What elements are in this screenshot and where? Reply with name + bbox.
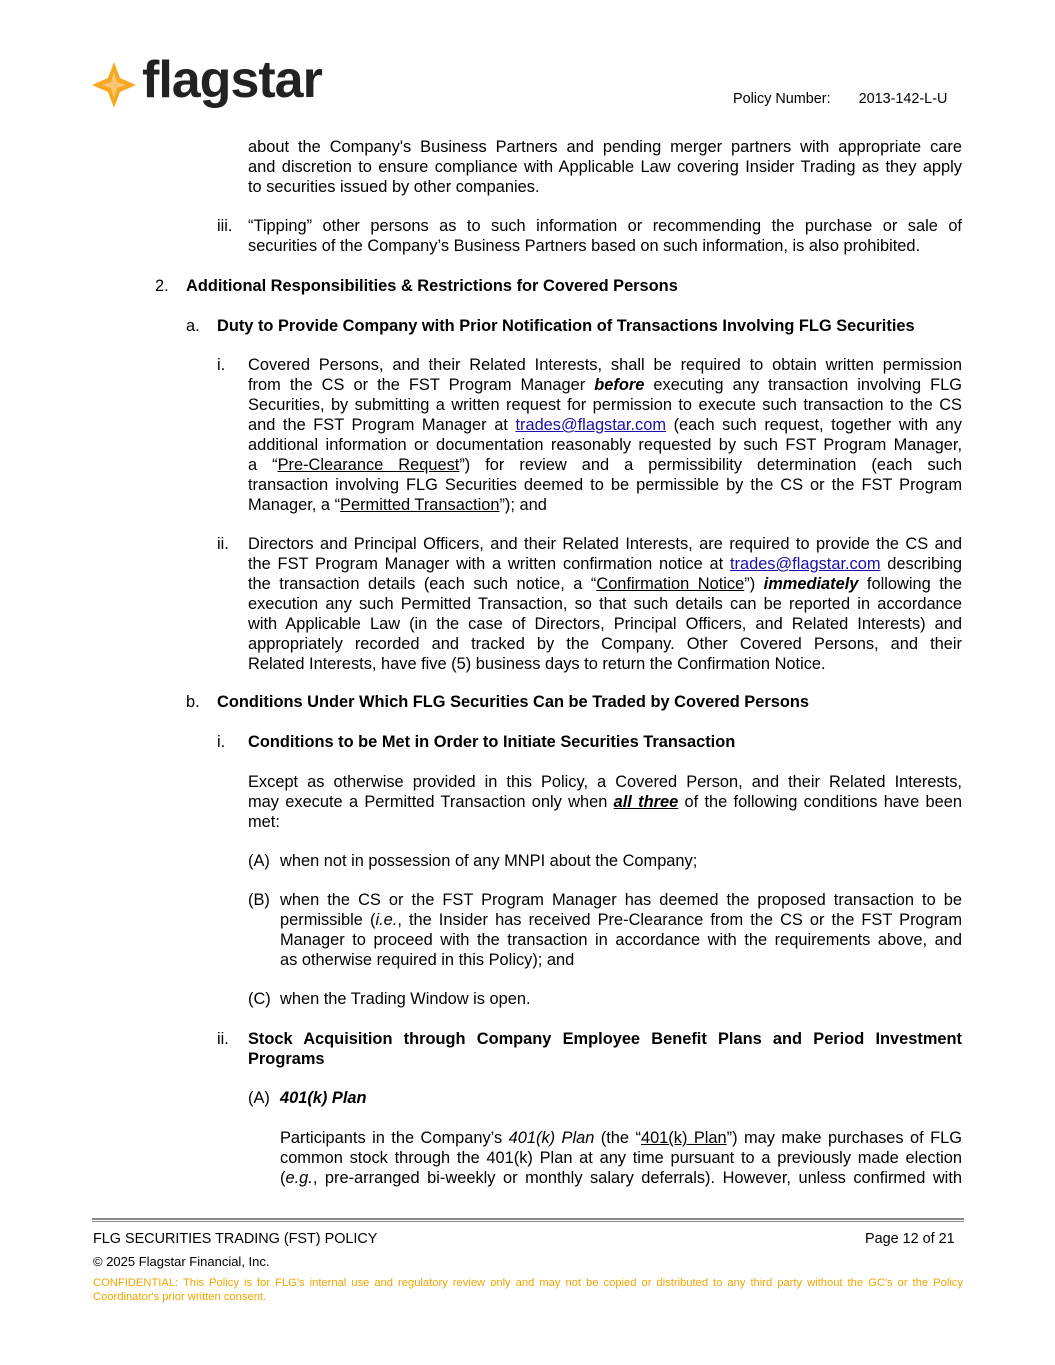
text-line: about the Company's Business Partners and pending merger partners with appropriate care (248, 138, 962, 156)
policy-number (733, 91, 947, 107)
footer-page-number: Page 12 of 21 (865, 1231, 955, 1247)
text-line: when the CS or the FST Program Manager has deemed the proposed transaction to be (280, 891, 962, 909)
text-line: may execute a Permitted Transaction only when all three of the following conditions have been (248, 793, 962, 811)
defined-term: Confirmation Notice (596, 575, 745, 593)
text-line: Securities, by submitting a written request for permission to execute such transaction to the CS (248, 396, 962, 414)
text-line: and discretion to ensure compliance with Applicable Law covering Insider Trading as they apply (248, 158, 962, 176)
text-line: Manager, a “Permitted Transaction”); and (248, 496, 547, 514)
text-line: as otherwise required in this Policy); and (280, 951, 575, 969)
text-line: “Tipping” other persons as to such information or recommending the purchase or sale of (248, 217, 962, 235)
text-line: Manager to proceed with the transaction in accordance with the requirements above, and (280, 931, 962, 949)
text-line: additional information or documentation reasonably requested by such FST Program Manager, (248, 436, 962, 454)
text-line: Except as otherwise provided in this Policy, a Covered Person, and their Related Interests, (248, 773, 962, 791)
defined-term: Permitted Transaction (340, 496, 500, 514)
conditions-paragraph (248, 772, 962, 832)
item-number: i. (217, 356, 226, 374)
text-line: Directors and Principal Officers, and their Related Interests, are required to provide the CS and (248, 535, 962, 553)
text-line: with Applicable Law (in the case of Directors, Principal Officers, and Related Interests) and (248, 615, 962, 633)
subsection-heading: Conditions Under Which FLG Securities Can be Traded by Covered Persons (217, 693, 809, 711)
condition-label: (A) (248, 852, 270, 870)
subsection-letter: b. (186, 693, 200, 711)
text-line: permissible (i.e., the Insider has received Pre-Clearance from the CS or the FST Program (280, 911, 962, 929)
text-line: securities of the Company’s Business Partners based on such information, is also prohibited. (248, 237, 921, 255)
text-line: transaction involving FLG Securities deemed to be permissible by the CS or the FST Program (248, 476, 962, 494)
footer-rule (92, 1221, 964, 1222)
text-line: Covered Persons, and their Related Interests, shall be required to obtain written permission (248, 356, 962, 374)
text-line: appropriately recorded and tracked by the Company. Other Covered Persons, and their (248, 635, 962, 653)
section-heading: Additional Responsibilities & Restrictions for Covered Persons (186, 277, 678, 295)
text-line: the FST Program Manager with a written confirmation notice at trades@flagstar.com describing (248, 555, 962, 573)
text-line: a “Pre-Clearance Request”) for review and a permissibility determination (each such (248, 456, 962, 474)
item-number: ii. (217, 1030, 229, 1048)
text-line: met: (248, 813, 280, 831)
footer-copyright: © 2025 Flagstar Financial, Inc. (93, 1254, 270, 1269)
footer-doc-title: FLG SECURITIES TRADING (FST) POLICY (93, 1231, 378, 1247)
confirmation-paragraph (248, 534, 962, 674)
text-line: Related Interests, have five (5) business days to return the Confirmation Notice. (248, 655, 826, 673)
policy-number-label: Policy Number: (733, 91, 831, 107)
text-line: Programs (248, 1050, 325, 1068)
emphasis-all-three: all three (613, 793, 679, 811)
condition-text: when the Trading Window is open. (280, 990, 531, 1008)
subsection-letter: a. (186, 317, 200, 335)
defined-term: Pre-Clearance Request (277, 456, 460, 474)
text-line: (e.g., pre-arranged bi-weekly or monthly salary deferrals). However, unless confirmed with (280, 1169, 962, 1187)
item-heading (248, 1029, 962, 1069)
condition-paragraph (280, 890, 962, 970)
item-number: ii. (217, 535, 229, 553)
condition-label: (B) (248, 891, 270, 909)
defined-term: 401(k) Plan (640, 1129, 727, 1147)
item-number: i. (217, 733, 226, 751)
text-line: to securities issued by other companies. (248, 178, 540, 196)
pre-clearance-paragraph (248, 355, 962, 515)
condition-text: when not in possession of any MNPI about the Company; (280, 852, 698, 870)
text-line: and the FST Program Manager at trades@flagstar.com (each such request, together with any (248, 416, 962, 434)
footer-confidential: CONFIDENTIAL: This Policy is for FLG's internal use and regulatory review only and may not be copied or distributed to any third party without the GC's or the Policy Coordinator's prior written consent. (93, 1277, 963, 1303)
text-line: common stock through the 401(k) Plan at any time pursuant to a previously made election (280, 1149, 962, 1167)
plan-label: (A) (248, 1089, 270, 1107)
trades-email-link[interactable]: trades@flagstar.com (729, 555, 881, 573)
text-line: Participants in the Company’s 401(k) Plan (the “401(k) Plan”) may make purchases of FLG (280, 1129, 963, 1147)
condition-label: (C) (248, 990, 271, 1008)
flagstar-star-icon (92, 62, 136, 108)
text-line: the transaction details (each such notice, a “Confirmation Notice”) immediately following the (248, 575, 962, 593)
logo-wordmark: flagstar (142, 51, 322, 109)
item-number: iii. (217, 217, 233, 235)
subsection-heading: Duty to Provide Company with Prior Notification of Transactions Involving FLG Securities (217, 317, 915, 335)
continuation-paragraph (248, 137, 962, 197)
text-line: from the CS or the FST Program Manager before executing any transaction involving FLG (248, 376, 962, 394)
text-line: Stock Acquisition through Company Employee Benefit Plans and Period Investment (248, 1030, 962, 1048)
text-line: execution any such Permitted Transaction, so that such details can be reported in accordance (248, 595, 962, 613)
section-number: 2. (155, 277, 169, 295)
policy-number-value: 2013-142-L-U (858, 91, 948, 107)
item-heading: Conditions to be Met in Order to Initiate Securities Transaction (248, 733, 736, 751)
emphasis-before: before (594, 376, 645, 394)
trades-email-link[interactable]: trades@flagstar.com (515, 416, 666, 434)
tipping-paragraph (248, 216, 962, 256)
plan-heading: 401(k) Plan (280, 1089, 367, 1107)
emphasis-immediately: immediately (763, 575, 859, 593)
plan-paragraph (280, 1128, 962, 1188)
footer-rule (92, 1218, 964, 1220)
